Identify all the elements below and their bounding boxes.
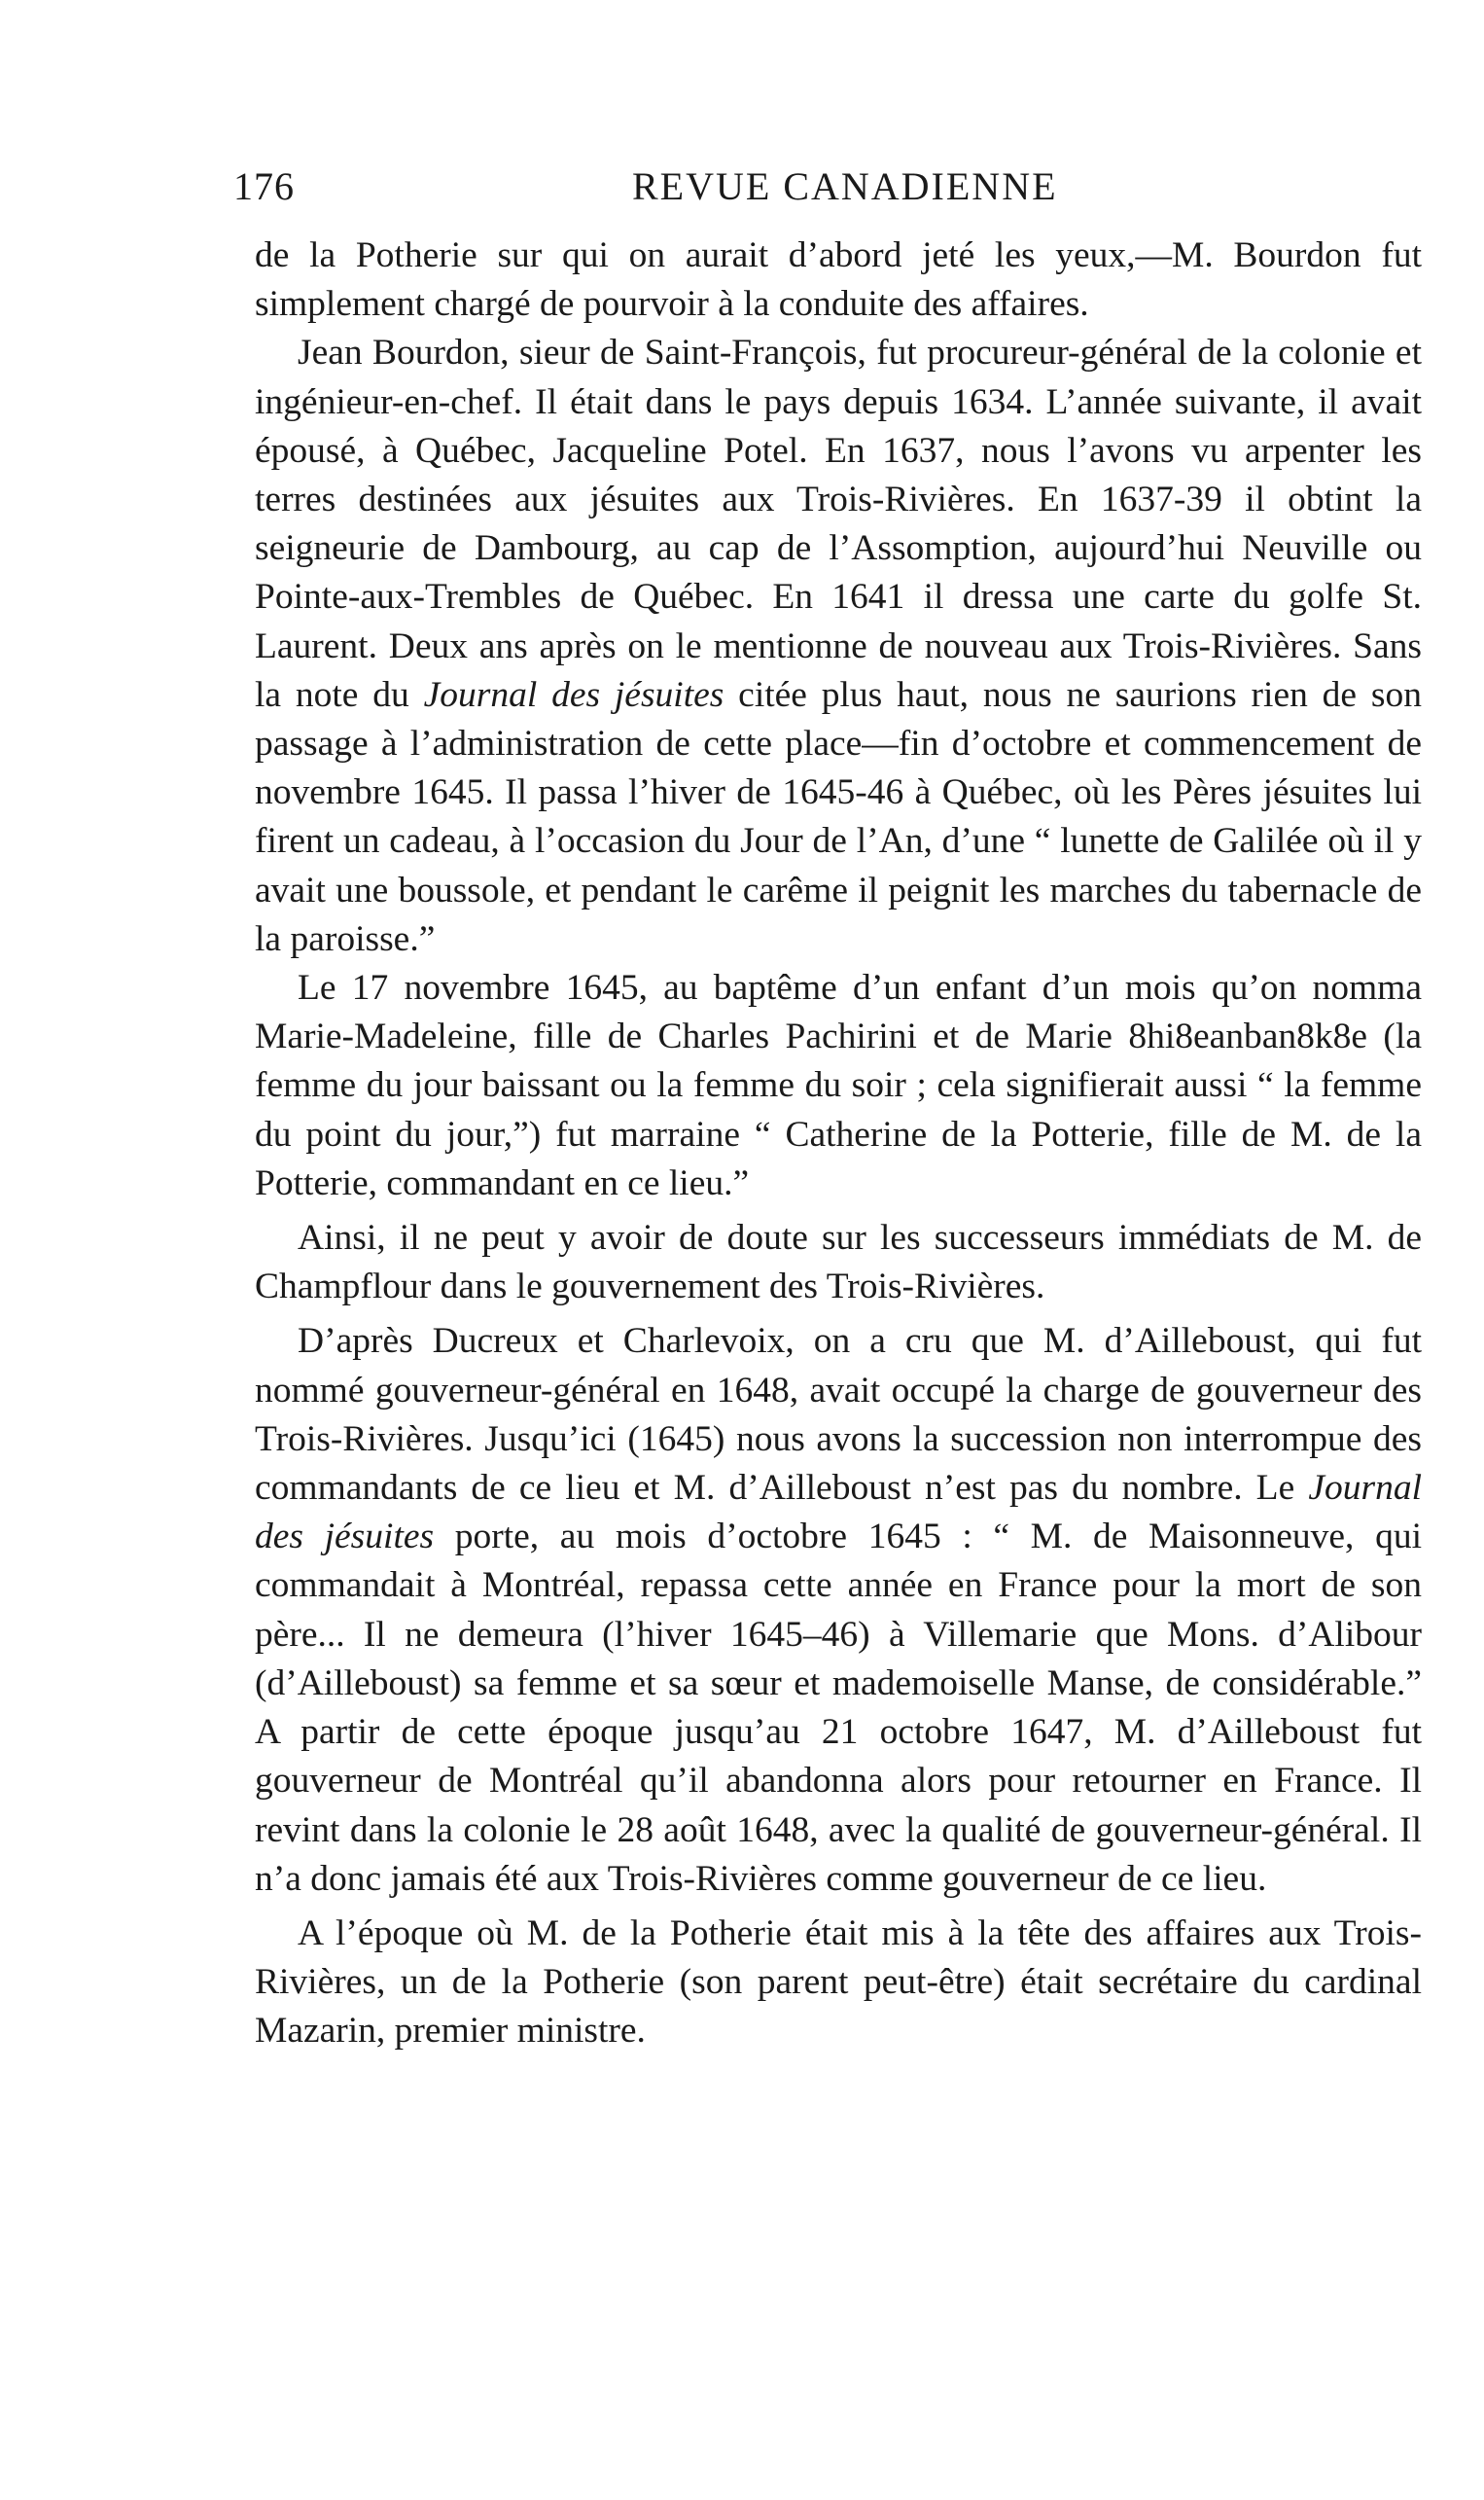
paragraph-jean-bourdon [255,329,1422,964]
italic-title: Journal des jésuites [255,1468,1422,1557]
journal-title: REVUE CANADIENNE [632,164,1058,208]
text-run: porte, au mois d’octobre 1645 : “ M. de Maisonneuve, qui commandait à Montréal, repassa cette année en France pour la mort de son père... Il ne demeura (l’hiver 1645–46) à Villemarie que Mons. d’Alibour (d’Ailleboust) sa femme et sa sœur et mademoiselle Manse, de considérable.” A partir de cette époque jusqu’au 21 octobre 1647, M. d’Ailleboust fut gouverneur de Montréal qu’il abandonna alors pour retourner en France. Il revint dans la colonie le 28 août 1648, avec la qualité de gouverneur-général. Il n’a donc jamais été aux Trois-Rivières comme gouverneur de ce lieu. [255,1517,1422,1899]
text-run: de la Potherie sur qui on aurait d’abord jeté les yeux,—M. Bourdon fut simplement chargé de pourvoir à la conduite des affaires. [255,235,1422,325]
text-run: Le 17 novembre 1645, au baptême d’un enfant d’un mois qu’on nomma Marie-Madeleine, fille de Charles Pachirini et de Marie 8hi8eanban8k8e (la femme du jour baissant ou la femme du soir ; cela signifierait aussi “ la femme du point du jour,”) fut marraine “ Catherine de la Potterie, fille de M. de la Potterie, commandant en ce lieu.” [255,968,1422,1203]
paragraph-potherie [255,1910,1422,2056]
text-run: citée plus haut, nous ne saurions rien de son passage à l’administration de cette place—fin d’octobre et commencement de novembre 1645. Il passa l’hiver de 1645-46 à Québec, où les Pères jésuites lui firent un cadeau, à l’occasion du Jour de l’An, d’une “ lunette de Galilée où il y avait une boussole, et pendant le carême il peignit les marches du tabernacle de la paroisse.” [255,674,1422,959]
running-header [233,163,1422,222]
paragraph-bapteme [255,964,1422,1208]
page-number: 176 [233,164,295,208]
body-text [255,232,1422,2056]
italic-title: Journal des jésuites [423,674,724,715]
paragraph-successeurs [255,1214,1422,1311]
text-run: Ainsi, il ne peut y avoir de doute sur les successeurs immédiats de M. de Champflour dans le gouvernement des Trois-Rivières. [255,1218,1422,1307]
text-run: D’après Ducreux et Charlevoix, on a cru que M. d’Ailleboust, qui fut nommé gouverneur-général en 1648, avait occupé la charge de gouverneur des Trois-Rivières. Jusqu’ici (1645) nous avons la succession non interrompue des commandants de ce lieu et M. d’Ailleboust n’est pas du nombre. Le [255,1321,1422,1509]
paragraph-ailleboust [255,1317,1422,1903]
text-run: A l’époque où M. de la Potherie était mis à la tête des affaires aux Trois-Rivières, un de la Potherie (son parent peut-être) était secrétaire du cardinal Mazarin, premier ministre. [255,1912,1422,2052]
text-run: Jean Bourdon, sieur de Saint-François, fut procureur-général de la colonie et ingénieur-en-chef. Il était dans le pays depuis 1634. L’année suivante, il avait épousé, à Québec, Jacqueline Potel. En 1637, nous l’avons vu arpenter les terres destinées aux jésuites aux Trois-Rivières. En 1637-39 il obtint la seigneurie de Dambourg, au cap de l’Assomption, aujourd’hui Neuville ou Pointe-aux-Trembles de Québec. En 1641 il dressa une carte du golfe St. Laurent. Deux ans après on le mentionne de nouveau aux Trois-Rivières. Sans la note du [255,333,1422,715]
paragraph-continued [255,232,1422,329]
